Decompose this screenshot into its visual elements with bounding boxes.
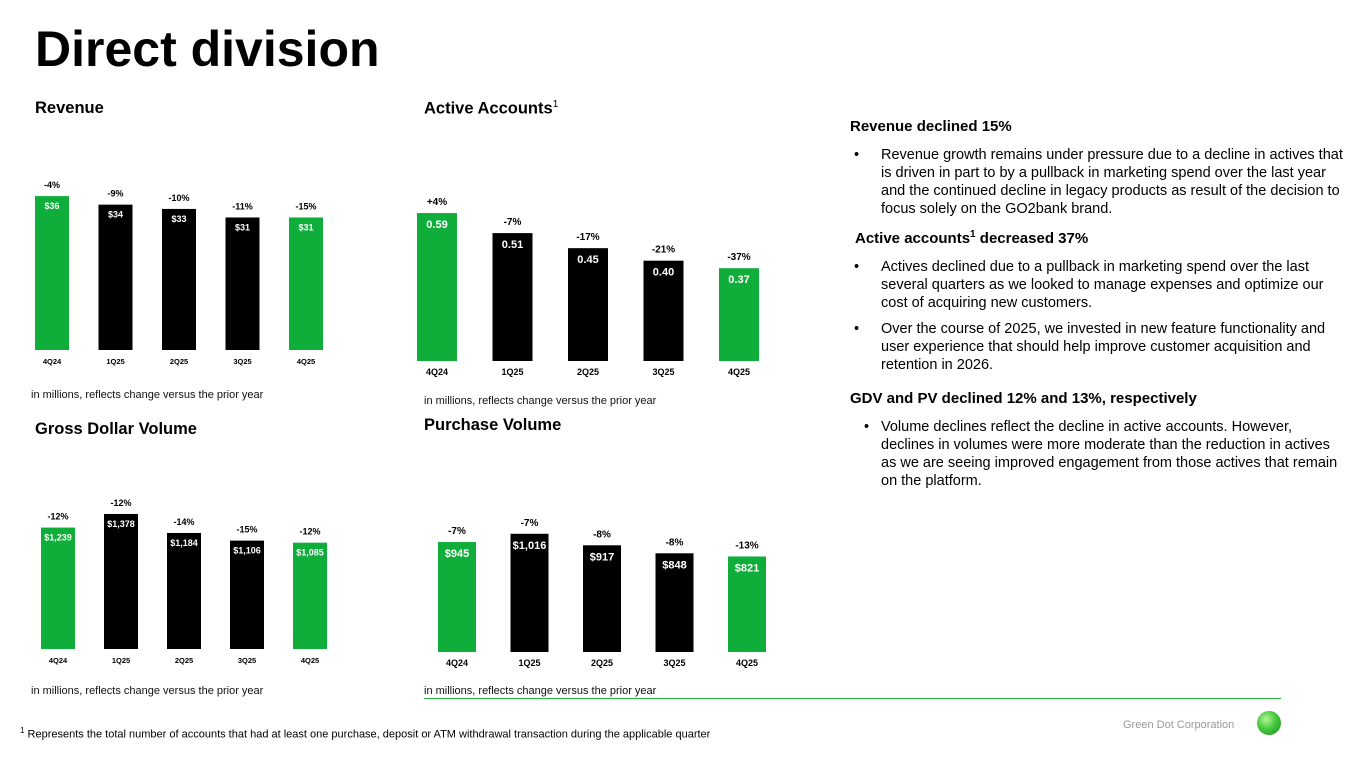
- bar: [289, 217, 323, 350]
- change-label: -7%: [503, 217, 522, 229]
- accounts-heading: Active accounts$^1$ decreased 37%: [855, 229, 1089, 247]
- volume-bullet: • Volume declines reflect the decline in active accounts. However, declines in volumes were more moderate than the reduction in actives as we are seeing improved engagement from those actives that remain on the platform.: [850, 418, 1345, 490]
- bar-value-label: $848: [662, 559, 687, 572]
- active-accounts-chart-title: Active Accounts$^1$: [424, 99, 559, 118]
- revenue-heading: Revenue declined 15%: [850, 118, 1012, 135]
- active-accounts-chart-note: in millions, reflects change versus the prior year: [424, 395, 657, 407]
- x-tick-label: 4Q24: [425, 367, 449, 377]
- change-label: -7%: [448, 526, 466, 538]
- x-tick-label: 4Q25: [300, 656, 320, 665]
- bar-value-label: $1,106: [233, 545, 261, 556]
- volume-heading: GDV and PV declined 12% and 13%, respectively: [850, 390, 1197, 407]
- change-label: -8%: [593, 529, 611, 541]
- bar-value-label: 0.45: [577, 254, 599, 267]
- footnote: $^1$ Represents the total number of accounts that had at least one purchase, deposit or ATM withdrawal transaction during the applicable quarter: [20, 726, 711, 741]
- bar-value-label: $1,239: [44, 532, 72, 543]
- accounts-bullets: [850, 258, 1345, 374]
- x-tick-label: 1Q25: [106, 357, 125, 366]
- bar-value-label: 0.37: [728, 274, 750, 287]
- bar-value-label: $33: [171, 213, 187, 224]
- footnote-marker: 1: [552, 99, 559, 110]
- x-tick-label: 3Q25: [233, 357, 252, 366]
- change-label: -37%: [727, 252, 751, 264]
- x-tick-label: 2Q25: [169, 357, 189, 366]
- x-tick-label: 4Q25: [727, 367, 751, 377]
- x-tick-label: 4Q24: [48, 656, 68, 665]
- purchase-volume-chart-title: Purchase Volume: [424, 416, 562, 434]
- x-tick-label: 4Q25: [735, 658, 759, 668]
- x-tick-label: 4Q24: [445, 658, 469, 668]
- active-accounts-chart: [410, 160, 780, 385]
- company-name: Green Dot Corporation: [1123, 719, 1235, 731]
- bar-value-label: $821: [734, 562, 760, 575]
- bar: [41, 528, 75, 649]
- revenue-bullet: • Revenue growth remains under pressure due to a decline in actives that is driven in part to by a pullback in marketing spend over the last year and the continued decline in legacy products as result of the decision to focus solely on the GO2bank brand.: [850, 146, 1345, 218]
- footnote-marker: 1: [970, 229, 976, 240]
- x-tick-label: 1Q25: [501, 367, 524, 377]
- bar-value-label: $36: [44, 201, 60, 212]
- x-tick-label: 4Q24: [42, 357, 62, 366]
- volume-bullets: [850, 418, 1345, 490]
- change-label: -13%: [735, 540, 759, 552]
- bar-value-label: $31: [298, 222, 314, 233]
- bar-value-label: $34: [107, 209, 124, 220]
- accounts-bullet-2: • Over the course of 2025, we invested in new feature functionality and user experience that should help improve customer acquisition and retention in 2026.: [850, 320, 1345, 374]
- bar: [99, 205, 133, 350]
- change-label: -12%: [299, 526, 321, 537]
- revenue-bullets: [850, 146, 1345, 218]
- bar-value-label: $945: [444, 548, 470, 561]
- change-label: -17%: [576, 232, 600, 244]
- bar: [167, 533, 201, 649]
- green-dot-logo-icon: [1257, 711, 1281, 735]
- change-label: -10%: [168, 192, 190, 203]
- change-label: -4%: [43, 180, 61, 191]
- gdv-chart-title: Gross Dollar Volume: [35, 420, 197, 438]
- bar-value-label: $1,378: [107, 518, 135, 529]
- change-label: -12%: [110, 497, 132, 508]
- bar: [162, 209, 196, 350]
- bar: [104, 514, 138, 649]
- x-tick-label: 2Q25: [576, 367, 600, 377]
- change-label: -21%: [651, 244, 676, 256]
- change-label: -8%: [665, 537, 684, 549]
- change-label: -15%: [236, 524, 258, 535]
- x-tick-label: 4Q25: [296, 357, 316, 366]
- bar-value-label: $1,184: [170, 537, 198, 548]
- accounts-bullet-1: • Actives declined due to a pullback in marketing spend over the last several quarters as we looked to manage expenses and optimize our cost of acquiring new customers.: [850, 258, 1345, 312]
- bar-value-label: 0.51: [501, 239, 524, 252]
- x-tick-label: 3Q25: [237, 656, 257, 665]
- bar-value-label: $917: [589, 551, 615, 564]
- revenue-chart-title: Revenue: [35, 99, 104, 117]
- bar-value-label: 0.40: [652, 266, 675, 279]
- bar: [226, 217, 260, 350]
- change-label: -11%: [232, 201, 253, 212]
- change-label: -9%: [107, 188, 124, 199]
- divider-line: [424, 698, 1281, 699]
- commentary-panel: [850, 118, 1345, 498]
- bar: [417, 213, 457, 361]
- gdv-chart: [30, 470, 340, 675]
- purchase-volume-chart-note: in millions, reflects change versus the prior year: [424, 685, 657, 697]
- revenue-chart-note: in millions, reflects change versus the prior year: [31, 389, 264, 401]
- bar: [230, 541, 264, 649]
- change-label: -14%: [173, 516, 195, 527]
- change-label: -12%: [47, 511, 69, 522]
- x-tick-label: 2Q25: [174, 656, 194, 665]
- bar-value-label: $31: [234, 222, 251, 233]
- bar-value-label: $1,016: [512, 539, 547, 552]
- purchase-volume-chart: [410, 480, 780, 675]
- change-label: -7%: [520, 517, 539, 529]
- gdv-chart-note: in millions, reflects change versus the prior year: [31, 685, 264, 697]
- x-tick-label: 1Q25: [518, 658, 541, 668]
- footnote-marker: 1: [20, 726, 25, 735]
- change-label: -15%: [295, 201, 317, 212]
- x-tick-label: 3Q25: [663, 658, 686, 668]
- x-tick-label: 2Q25: [590, 658, 614, 668]
- change-label: +4%: [426, 197, 448, 209]
- x-tick-label: 3Q25: [652, 367, 675, 377]
- bar-value-label: $1,085: [296, 547, 324, 558]
- bar-value-label: 0.59: [426, 219, 448, 232]
- x-tick-label: 1Q25: [111, 656, 131, 665]
- page-title: Direct division: [35, 21, 380, 77]
- revenue-chart: [30, 145, 340, 375]
- bar: [35, 196, 69, 350]
- bar: [293, 543, 327, 649]
- bar: [493, 233, 533, 361]
